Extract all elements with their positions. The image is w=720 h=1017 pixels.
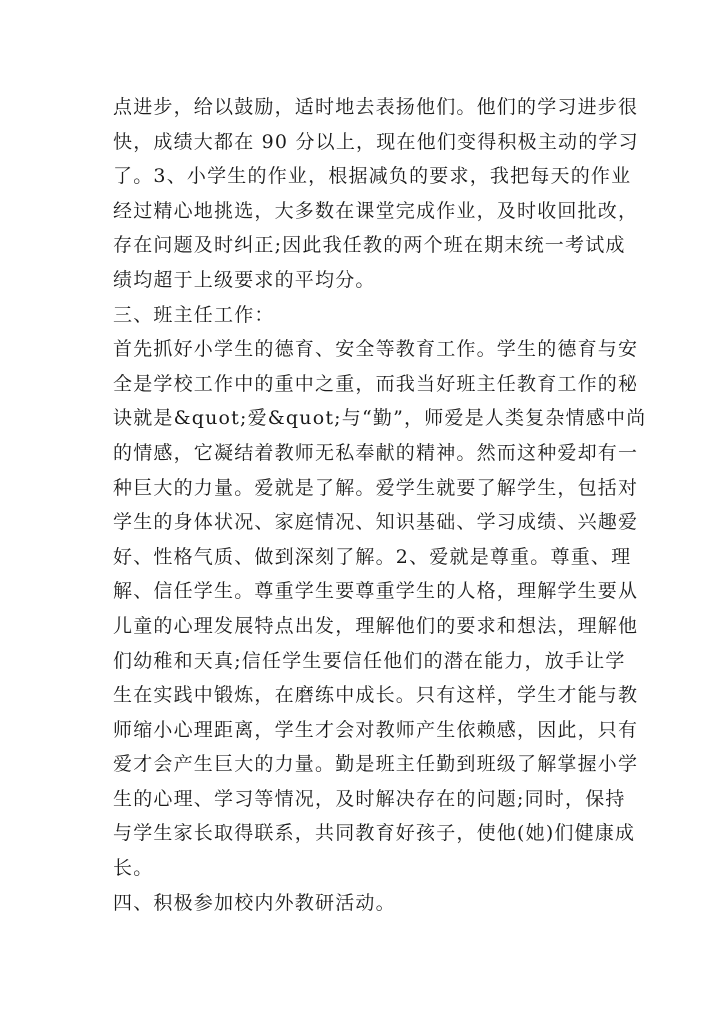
text-line: 种巨大的力量。爱就是了解。爱学生就要了解学生，包括对 <box>113 476 639 499</box>
text-line: 师缩小心理距离，学生才会对教师产生依赖感，因此，只有 <box>113 718 639 741</box>
text-line: 快，成绩大都在 90 分以上，现在他们变得积极主动的学习 <box>113 130 639 153</box>
text-line: 点进步，给以鼓励，适时地去表扬他们。他们的学习进步很 <box>113 96 639 118</box>
text-line: 解、信任学生。尊重学生要尊重学生的人格，理解学生要从 <box>113 580 639 603</box>
section-heading: 三、班主任工作： <box>113 303 275 326</box>
document-body <box>113 90 647 920</box>
text-line: 爱才会产生巨大的力量。勤是班主任勤到班级了解掌握小学 <box>113 753 639 776</box>
text-line: 诀就是&quot;爱&quot;与“勤”，师爱是人类复杂情感中尚 <box>113 407 647 430</box>
text-line: 全是学校工作中的重中之重，而我当好班主任教育工作的秘 <box>113 372 639 395</box>
text-line: 生的心理、学习等情况，及时解决存在的问题;同时，保持 <box>113 787 626 810</box>
text-line: 长。 <box>113 857 154 880</box>
text-line: 与学生家长取得联系，共同教育好孩子，使他(她)们健康成 <box>113 822 636 845</box>
text-line: 存在问题及时纠正;因此我任教的两个班在期末统一考试成 <box>113 234 626 257</box>
text-line: 好、性格气质、做到深刻了解。2、爱就是尊重。尊重、理 <box>113 545 632 568</box>
text-line: 了。3、小学生的作业，根据减负的要求，我把每天的作业 <box>113 165 632 188</box>
text-line: 们幼稚和天真;信任学生要信任他们的潜在能力，放手让学 <box>113 649 626 672</box>
text-line: 生在实践中锻炼，在磨练中成长。只有这样，学生才能与教 <box>113 684 639 707</box>
text-line: 绩均超于上级要求的平均分。 <box>113 268 376 291</box>
text-line: 经过精心地挑选，大多数在课堂完成作业，及时收回批改， <box>113 199 639 222</box>
text-line: 儿童的心理发展特点出发，理解他们的要求和想法，理解他 <box>113 614 639 637</box>
text-line: 学生的身体状况、家庭情况、知识基础、学习成绩、兴趣爱 <box>113 511 639 534</box>
section-heading: 四、积极参加校内外教研活动。 <box>113 891 396 914</box>
text-line: 首先抓好小学生的德育、安全等教育工作。学生的德育与安 <box>113 338 639 361</box>
text-line: 的情感，它凝结着教师无私奉献的精神。然而这种爱却有一 <box>113 441 639 464</box>
